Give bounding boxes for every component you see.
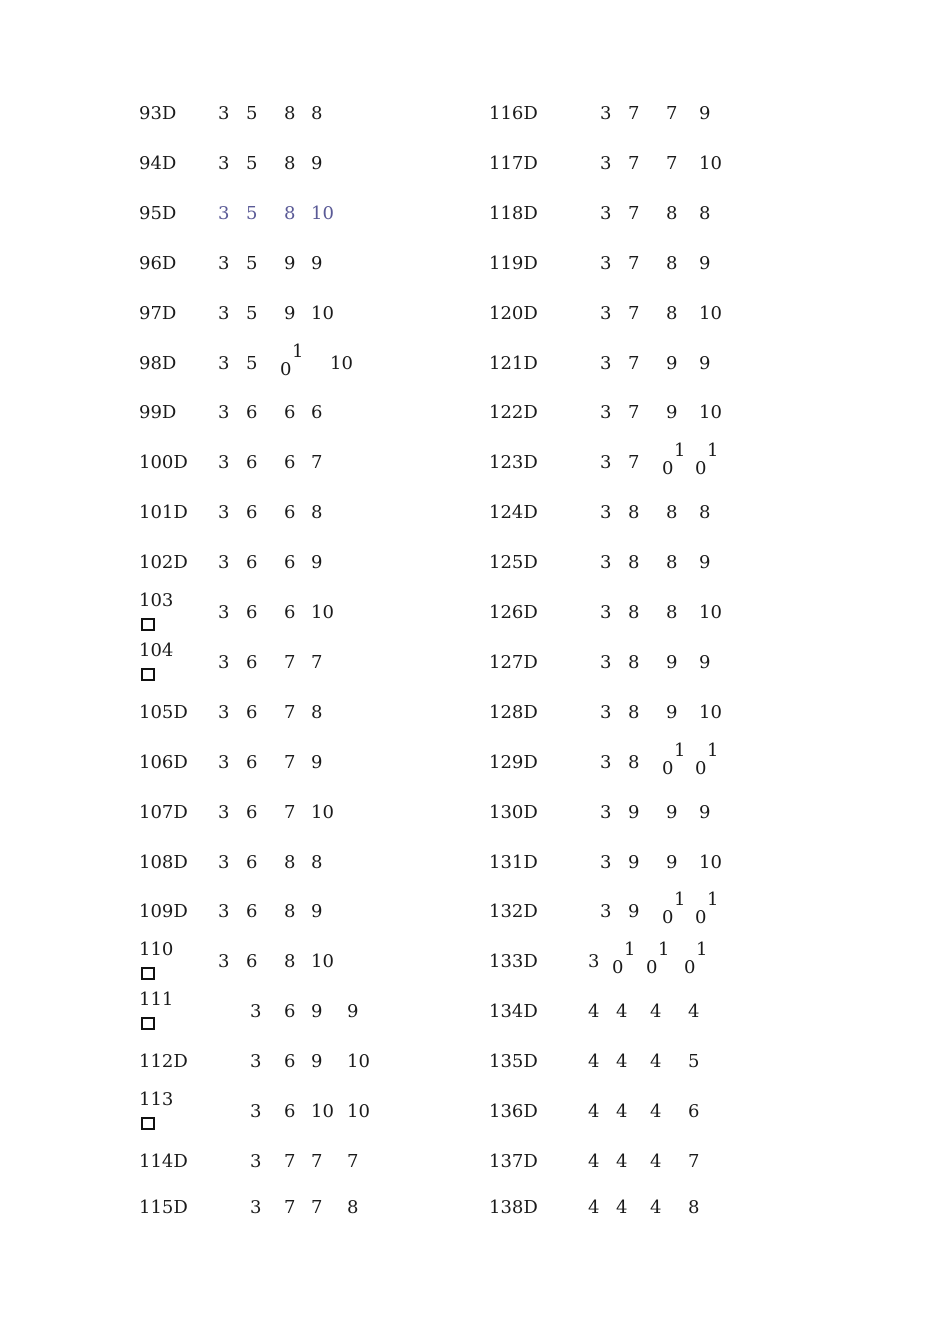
- value-cell: 9: [699, 353, 711, 374]
- row-label: 112D: [139, 1051, 188, 1072]
- value-cell: 9: [699, 552, 711, 573]
- right-row: [0, 440, 950, 483]
- value-cell: 7: [284, 1151, 296, 1172]
- value-cell: 8: [628, 652, 640, 673]
- value-cell: 7: [628, 353, 640, 374]
- row-label: 96D: [139, 253, 177, 274]
- value-cell: 9: [666, 702, 678, 723]
- value-cell: 8: [284, 103, 296, 124]
- value-cell: 4: [688, 1001, 700, 1022]
- value-cell: 7: [311, 452, 323, 473]
- value-cell: 8: [666, 502, 678, 523]
- value-cell-wrapped: [695, 889, 719, 932]
- value-cell: 9: [311, 153, 323, 174]
- value-cell: 6: [284, 502, 296, 523]
- value-cell: 5: [246, 103, 258, 124]
- value-cell: 9: [347, 1001, 359, 1022]
- row-label: 137D: [489, 1151, 538, 1172]
- row-label: 105D: [139, 702, 188, 723]
- value-cell: 3: [600, 752, 612, 773]
- right-row: [0, 543, 950, 583]
- value-cell: 3: [600, 702, 612, 723]
- value-cell: 3: [600, 552, 612, 573]
- row-label-number: 113: [139, 1089, 174, 1110]
- row-label: 117D: [489, 153, 538, 174]
- value-cell: 7: [666, 103, 678, 124]
- value-cell: 3: [600, 203, 612, 224]
- right-row: [0, 493, 950, 533]
- value-cell: 6: [246, 802, 258, 823]
- value-cell: 9: [666, 353, 678, 374]
- row-label: 124D: [489, 502, 538, 523]
- value-cell-wrapped: [684, 939, 708, 982]
- value-cell: 4: [650, 1051, 662, 1072]
- value-cell: 6: [284, 602, 296, 623]
- value-cell: 3: [600, 253, 612, 274]
- right-row: [0, 244, 950, 284]
- value-cell: 10: [311, 1101, 334, 1122]
- value-cell: 10: [311, 203, 334, 224]
- value-digit-top: 1: [674, 889, 686, 910]
- value-cell: 9: [699, 652, 711, 673]
- right-row: [0, 843, 950, 883]
- value-cell: 8: [666, 203, 678, 224]
- value-cell: 7: [284, 702, 296, 723]
- row-label: 108D: [139, 852, 188, 873]
- value-cell: 4: [588, 1101, 600, 1122]
- value-cell: 4: [588, 1001, 600, 1022]
- right-row: [0, 94, 950, 134]
- value-cell: 10: [699, 602, 722, 623]
- value-cell: 9: [311, 552, 323, 573]
- value-cell: 6: [284, 1101, 296, 1122]
- value-cell: 8: [699, 203, 711, 224]
- value-cell: 3: [218, 802, 230, 823]
- value-cell-wrapped: [662, 440, 686, 483]
- value-cell: 9: [666, 402, 678, 423]
- value-cell: 8: [311, 103, 323, 124]
- row-label: 128D: [489, 702, 538, 723]
- value-cell: 3: [218, 103, 230, 124]
- value-cell: 5: [246, 253, 258, 274]
- value-cell: 7: [628, 303, 640, 324]
- value-cell: 6: [284, 402, 296, 423]
- value-cell: 7: [628, 402, 640, 423]
- value-digit-top: 1: [674, 740, 686, 761]
- value-cell: 4: [588, 1197, 600, 1218]
- value-cell: 7: [284, 652, 296, 673]
- row-label-number: 103: [139, 590, 174, 611]
- value-cell-wrapped: [695, 740, 719, 783]
- value-cell: 10: [311, 802, 334, 823]
- value-cell: 3: [218, 901, 230, 922]
- value-cell: 6: [246, 901, 258, 922]
- value-cell: 6: [246, 702, 258, 723]
- row-label-number: 111: [139, 989, 174, 1010]
- value-cell: 9: [699, 103, 711, 124]
- value-cell: 9: [311, 253, 323, 274]
- value-cell: 10: [699, 852, 722, 873]
- row-label: 134D: [489, 1001, 538, 1022]
- value-cell: 6: [246, 552, 258, 573]
- row-label: 116D: [489, 103, 538, 124]
- row-label: 131D: [489, 852, 538, 873]
- value-digit-bottom: 0: [695, 907, 707, 928]
- value-cell: 8: [666, 552, 678, 573]
- value-cell: 8: [284, 203, 296, 224]
- value-cell: 9: [311, 1051, 323, 1072]
- value-cell: 8: [666, 602, 678, 623]
- value-cell: 6: [284, 1051, 296, 1072]
- value-digit-top: 1: [696, 939, 708, 960]
- value-cell: 5: [246, 153, 258, 174]
- value-cell: 6: [311, 402, 323, 423]
- value-cell: 9: [311, 1001, 323, 1022]
- value-cell: 7: [666, 153, 678, 174]
- value-cell: 7: [284, 802, 296, 823]
- value-cell: 7: [284, 1197, 296, 1218]
- row-label: 119D: [489, 253, 538, 274]
- value-cell: 3: [588, 951, 600, 972]
- value-digit-bottom: 0: [662, 758, 674, 779]
- value-cell: 3: [600, 852, 612, 873]
- value-cell: 4: [650, 1197, 662, 1218]
- value-cell: 10: [699, 702, 722, 723]
- value-cell: 8: [628, 602, 640, 623]
- value-digit-bottom: 0: [280, 359, 292, 380]
- value-cell: 3: [218, 502, 230, 523]
- value-cell-wrapped: [695, 440, 719, 483]
- row-label: 120D: [489, 303, 538, 324]
- right-row: [0, 341, 950, 384]
- value-cell: 10: [311, 951, 334, 972]
- value-cell: 8: [347, 1197, 359, 1218]
- value-cell: 7: [311, 652, 323, 673]
- row-label: 97D: [139, 303, 177, 324]
- value-cell: 7: [347, 1151, 359, 1172]
- row-label: 129D: [489, 752, 538, 773]
- value-digit-top: 1: [674, 440, 686, 461]
- value-digit-bottom: 0: [695, 458, 707, 479]
- value-cell: 3: [600, 402, 612, 423]
- value-cell: 9: [311, 901, 323, 922]
- value-cell: 6: [246, 502, 258, 523]
- value-cell: 8: [284, 951, 296, 972]
- right-row: [0, 1188, 950, 1228]
- value-cell: 9: [628, 802, 640, 823]
- value-cell: 8: [284, 153, 296, 174]
- value-cell: 4: [616, 1101, 628, 1122]
- row-label: 107D: [139, 802, 188, 823]
- value-cell-wrapped: [662, 889, 686, 932]
- row-label: 93D: [139, 103, 177, 124]
- value-cell: 8: [284, 852, 296, 873]
- right-row: [0, 393, 950, 433]
- value-cell: 3: [218, 951, 230, 972]
- value-cell: 3: [218, 602, 230, 623]
- value-cell: 3: [250, 1197, 262, 1218]
- value-cell: 7: [628, 452, 640, 473]
- value-cell: 3: [218, 702, 230, 723]
- value-cell: 7: [628, 203, 640, 224]
- right-row: [0, 144, 950, 184]
- row-label: 95D: [139, 203, 177, 224]
- value-cell: 8: [311, 502, 323, 523]
- value-cell: 5: [246, 353, 258, 374]
- value-cell: 3: [218, 303, 230, 324]
- value-cell: 7: [284, 752, 296, 773]
- row-label-number: 110: [139, 939, 174, 960]
- value-cell: 3: [600, 452, 612, 473]
- value-digit-top: 1: [658, 939, 670, 960]
- value-digit-top: 1: [292, 341, 304, 362]
- value-cell: 4: [588, 1051, 600, 1072]
- value-cell: 9: [666, 802, 678, 823]
- row-label: 101D: [139, 502, 188, 523]
- value-cell: 7: [688, 1151, 700, 1172]
- value-cell: 6: [246, 402, 258, 423]
- value-cell: 3: [600, 303, 612, 324]
- value-cell: 5: [688, 1051, 700, 1072]
- right-row: [0, 1142, 950, 1182]
- value-cell: 3: [600, 103, 612, 124]
- value-cell: 8: [699, 502, 711, 523]
- right-row: [0, 693, 950, 733]
- value-cell: 3: [218, 353, 230, 374]
- value-cell: 8: [311, 702, 323, 723]
- value-cell: 6: [246, 652, 258, 673]
- value-cell: 10: [311, 303, 334, 324]
- value-cell: 4: [616, 1051, 628, 1072]
- value-cell: 9: [666, 852, 678, 873]
- value-cell: 9: [666, 652, 678, 673]
- value-digit-bottom: 0: [612, 957, 624, 978]
- value-cell: 10: [699, 303, 722, 324]
- value-cell: 3: [250, 1101, 262, 1122]
- row-label: 130D: [489, 802, 538, 823]
- right-row: [0, 939, 950, 982]
- value-cell-wrapped: [662, 740, 686, 783]
- value-cell: 4: [650, 1001, 662, 1022]
- value-cell: 4: [616, 1001, 628, 1022]
- right-row: [0, 992, 950, 1032]
- value-digit-bottom: 0: [695, 758, 707, 779]
- value-digit-bottom: 0: [684, 957, 696, 978]
- value-cell: 3: [250, 1051, 262, 1072]
- value-cell: 3: [218, 652, 230, 673]
- value-cell: 3: [218, 153, 230, 174]
- value-cell: 3: [218, 552, 230, 573]
- row-label: 94D: [139, 153, 177, 174]
- row-label: 114D: [139, 1151, 188, 1172]
- row-label: 138D: [489, 1197, 538, 1218]
- right-row: [0, 1042, 950, 1082]
- value-digit-bottom: 0: [662, 458, 674, 479]
- value-cell: 8: [628, 702, 640, 723]
- value-cell: 9: [628, 901, 640, 922]
- value-cell: 8: [666, 303, 678, 324]
- value-cell: 3: [600, 502, 612, 523]
- row-label: 125D: [489, 552, 538, 573]
- value-cell: 7: [628, 103, 640, 124]
- right-row: [0, 593, 950, 633]
- value-cell: 3: [600, 353, 612, 374]
- value-cell: 6: [284, 552, 296, 573]
- value-cell: 3: [218, 452, 230, 473]
- row-label: 102D: [139, 552, 188, 573]
- value-cell: 6: [688, 1101, 700, 1122]
- value-cell: 9: [699, 802, 711, 823]
- value-cell: 8: [284, 901, 296, 922]
- value-cell: 3: [600, 901, 612, 922]
- value-cell: 3: [218, 752, 230, 773]
- row-label: 121D: [489, 353, 538, 374]
- value-cell: 8: [688, 1197, 700, 1218]
- value-cell: 10: [699, 402, 722, 423]
- row-label: 127D: [489, 652, 538, 673]
- row-label: 98D: [139, 353, 177, 374]
- row-label: 118D: [489, 203, 538, 224]
- value-cell: 8: [628, 752, 640, 773]
- value-cell: 8: [666, 253, 678, 274]
- right-row: [0, 740, 950, 783]
- right-row: [0, 793, 950, 833]
- value-cell: 8: [628, 552, 640, 573]
- value-cell: 3: [600, 802, 612, 823]
- right-row: [0, 294, 950, 334]
- value-cell: 3: [218, 402, 230, 423]
- value-cell: 10: [699, 153, 722, 174]
- row-label: 122D: [489, 402, 538, 423]
- value-cell: 7: [628, 253, 640, 274]
- value-cell: 3: [218, 203, 230, 224]
- value-cell: 9: [284, 303, 296, 324]
- right-row: [0, 1092, 950, 1132]
- right-row: [0, 889, 950, 932]
- value-cell: 4: [588, 1151, 600, 1172]
- value-digit-bottom: 0: [646, 957, 658, 978]
- value-cell: 6: [246, 602, 258, 623]
- value-cell: 9: [311, 752, 323, 773]
- row-label: 106D: [139, 752, 188, 773]
- value-cell: 10: [311, 602, 334, 623]
- value-cell: 9: [699, 253, 711, 274]
- value-cell: 4: [650, 1151, 662, 1172]
- value-cell: 10: [330, 353, 353, 374]
- row-label: 115D: [139, 1197, 188, 1218]
- row-label: 135D: [489, 1051, 538, 1072]
- value-cell: 3: [218, 852, 230, 873]
- value-cell: 7: [311, 1151, 323, 1172]
- row-label: 123D: [489, 452, 538, 473]
- row-label: 100D: [139, 452, 188, 473]
- row-label: 99D: [139, 402, 177, 423]
- value-cell: 3: [600, 652, 612, 673]
- value-cell: 3: [250, 1151, 262, 1172]
- value-cell: 10: [347, 1101, 370, 1122]
- value-cell: 9: [628, 852, 640, 873]
- value-cell: 6: [284, 1001, 296, 1022]
- value-cell: 3: [250, 1001, 262, 1022]
- value-cell: 6: [246, 852, 258, 873]
- value-cell: 6: [246, 452, 258, 473]
- value-cell: 10: [347, 1051, 370, 1072]
- value-cell: 3: [218, 253, 230, 274]
- value-cell: 7: [628, 153, 640, 174]
- right-row: [0, 194, 950, 234]
- value-digit-bottom: 0: [662, 907, 674, 928]
- row-label: 126D: [489, 602, 538, 623]
- value-digit-top: 1: [707, 889, 719, 910]
- row-label: 136D: [489, 1101, 538, 1122]
- value-cell: 9: [284, 253, 296, 274]
- value-cell: 5: [246, 203, 258, 224]
- value-cell: 4: [650, 1101, 662, 1122]
- value-cell: 7: [311, 1197, 323, 1218]
- value-digit-top: 1: [624, 939, 636, 960]
- value-cell: 6: [246, 951, 258, 972]
- right-row: [0, 643, 950, 683]
- value-cell: 3: [600, 602, 612, 623]
- value-cell-wrapped: [646, 939, 670, 982]
- value-cell: 8: [311, 852, 323, 873]
- value-cell: 8: [628, 502, 640, 523]
- value-cell: 4: [616, 1151, 628, 1172]
- value-cell: 5: [246, 303, 258, 324]
- value-cell: 4: [616, 1197, 628, 1218]
- value-digit-top: 1: [707, 740, 719, 761]
- value-digit-top: 1: [707, 440, 719, 461]
- value-cell: 6: [246, 752, 258, 773]
- row-label-number: 104: [139, 640, 174, 661]
- row-label: 109D: [139, 901, 188, 922]
- value-cell: 3: [600, 153, 612, 174]
- value-cell-wrapped: [612, 939, 636, 982]
- value-cell: 6: [284, 452, 296, 473]
- row-label: 133D: [489, 951, 538, 972]
- row-label: 132D: [489, 901, 538, 922]
